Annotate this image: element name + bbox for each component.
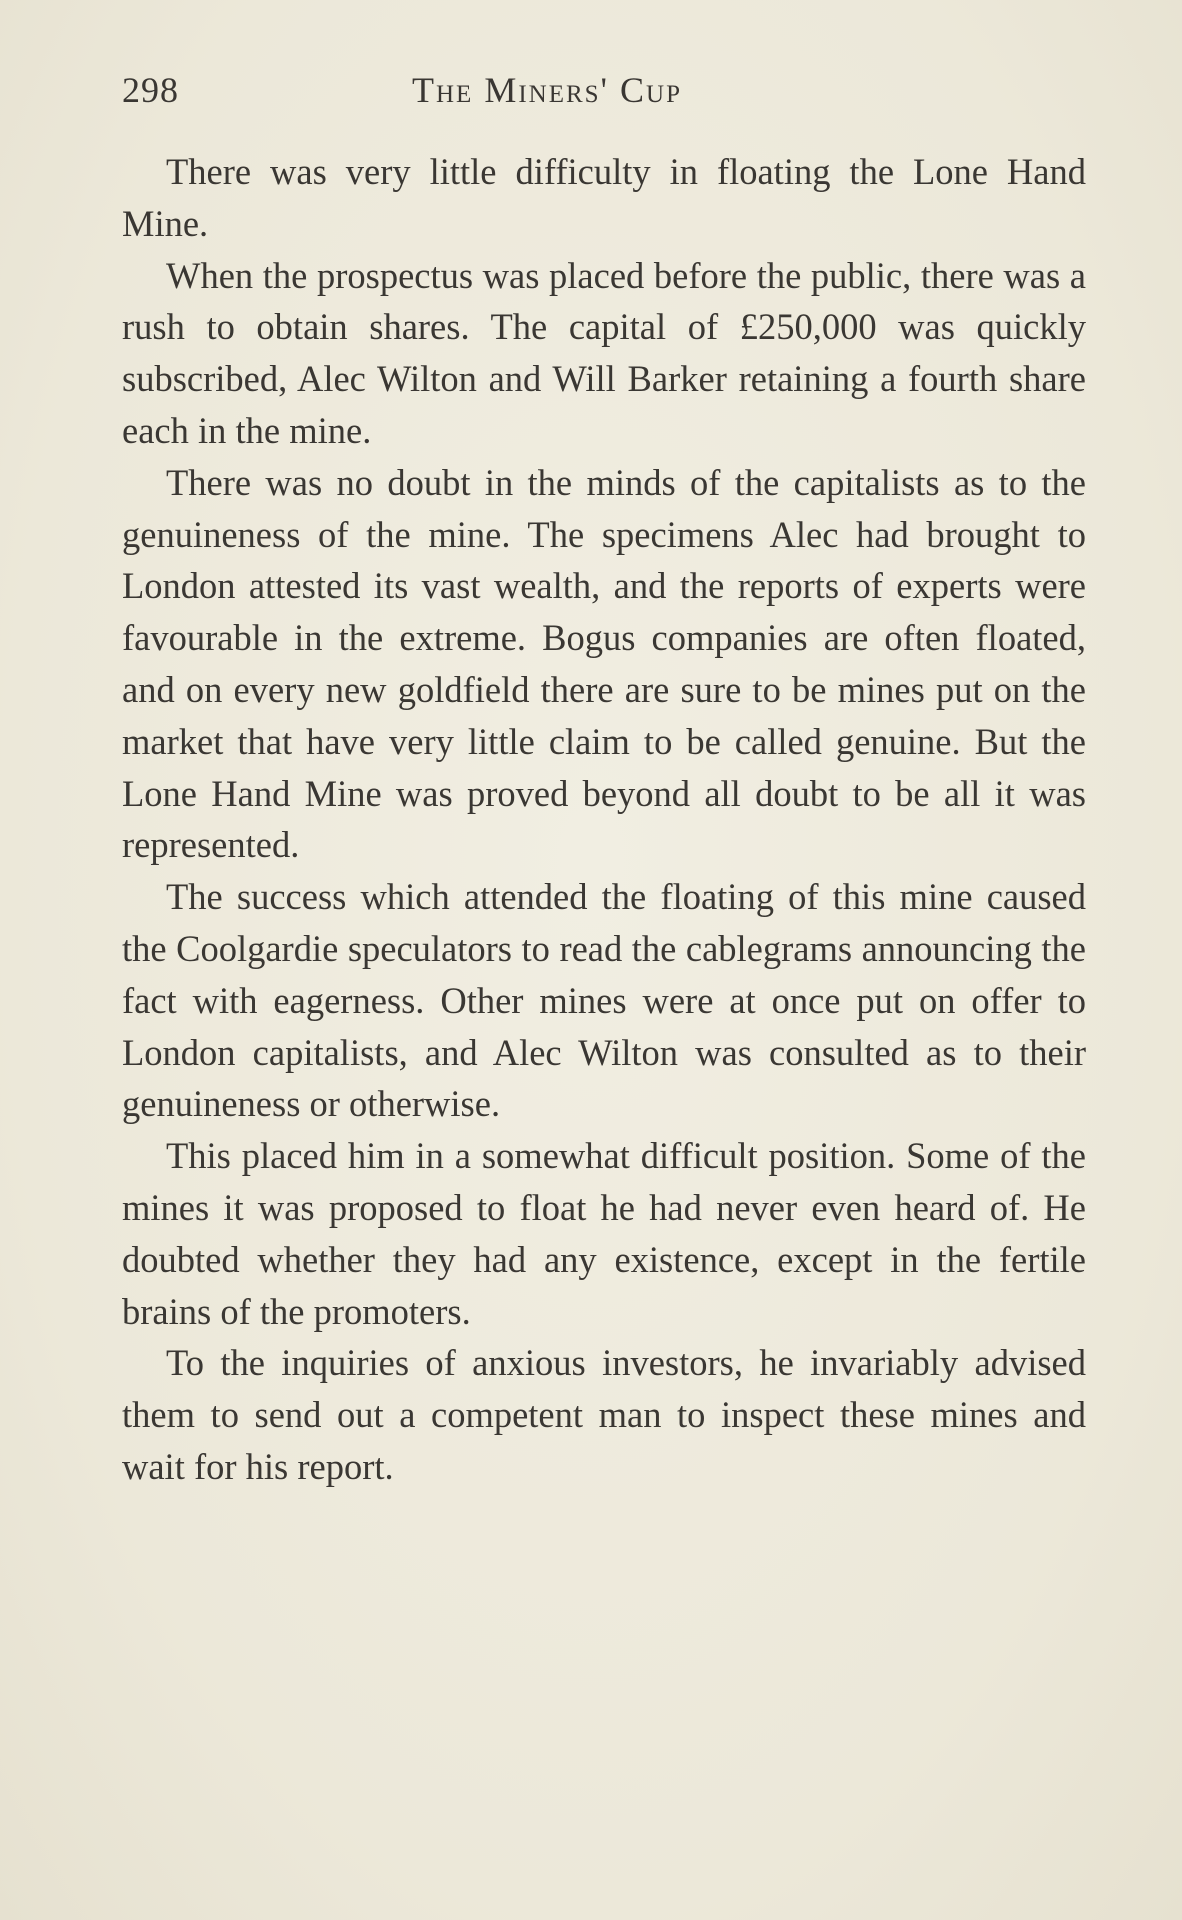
body-text [122,146,1086,1493]
paragraph: When the prospectus was placed before the public, there was a rush to obtain shares. The capital of £250,000 was quickly subscribed, Alec Wilton and Will Barker retaining a fourth share each in the mine. [122,254,1086,451]
paragraph: The success which attended the floating of this mine caused the Coolgardie speculators to read the cablegrams announcing the fact with eagerness. Other mines were at once put on offer to London capitalists, and Alec Wilton was consulted as to their genuineness or otherwise. [122,876,1086,1125]
page-header [122,66,786,114]
paragraph: To the inquiries of anxious investors, he invariably advised them to send out a competent man to inspect these mines and wait for his report. [122,1342,1086,1487]
paragraph: There was no doubt in the minds of the capitalists as to the genuineness of the mine. The specimens Alec had brought to London attested its vast wealth, and the reports of experts were favourable in the extreme. Bogus companies are often floated, and on every new goldfield there are sure to be mines put on the market that have very little claim to be called genuine. But the Lone Hand Mine was proved beyond all doubt to be all it was represented. [122,461,1086,866]
page-number: 298 [122,70,179,110]
running-title: The Miners' Cup [412,70,683,110]
paragraph: This placed him in a somewhat difficult position. Some of the mines it was proposed to float he had never even heard of. He doubted whether they had any existence, except in the fertile brains of the promoters. [122,1135,1086,1332]
paragraph: There was very little difficulty in floating the Lone Hand Mine. [122,151,1086,244]
